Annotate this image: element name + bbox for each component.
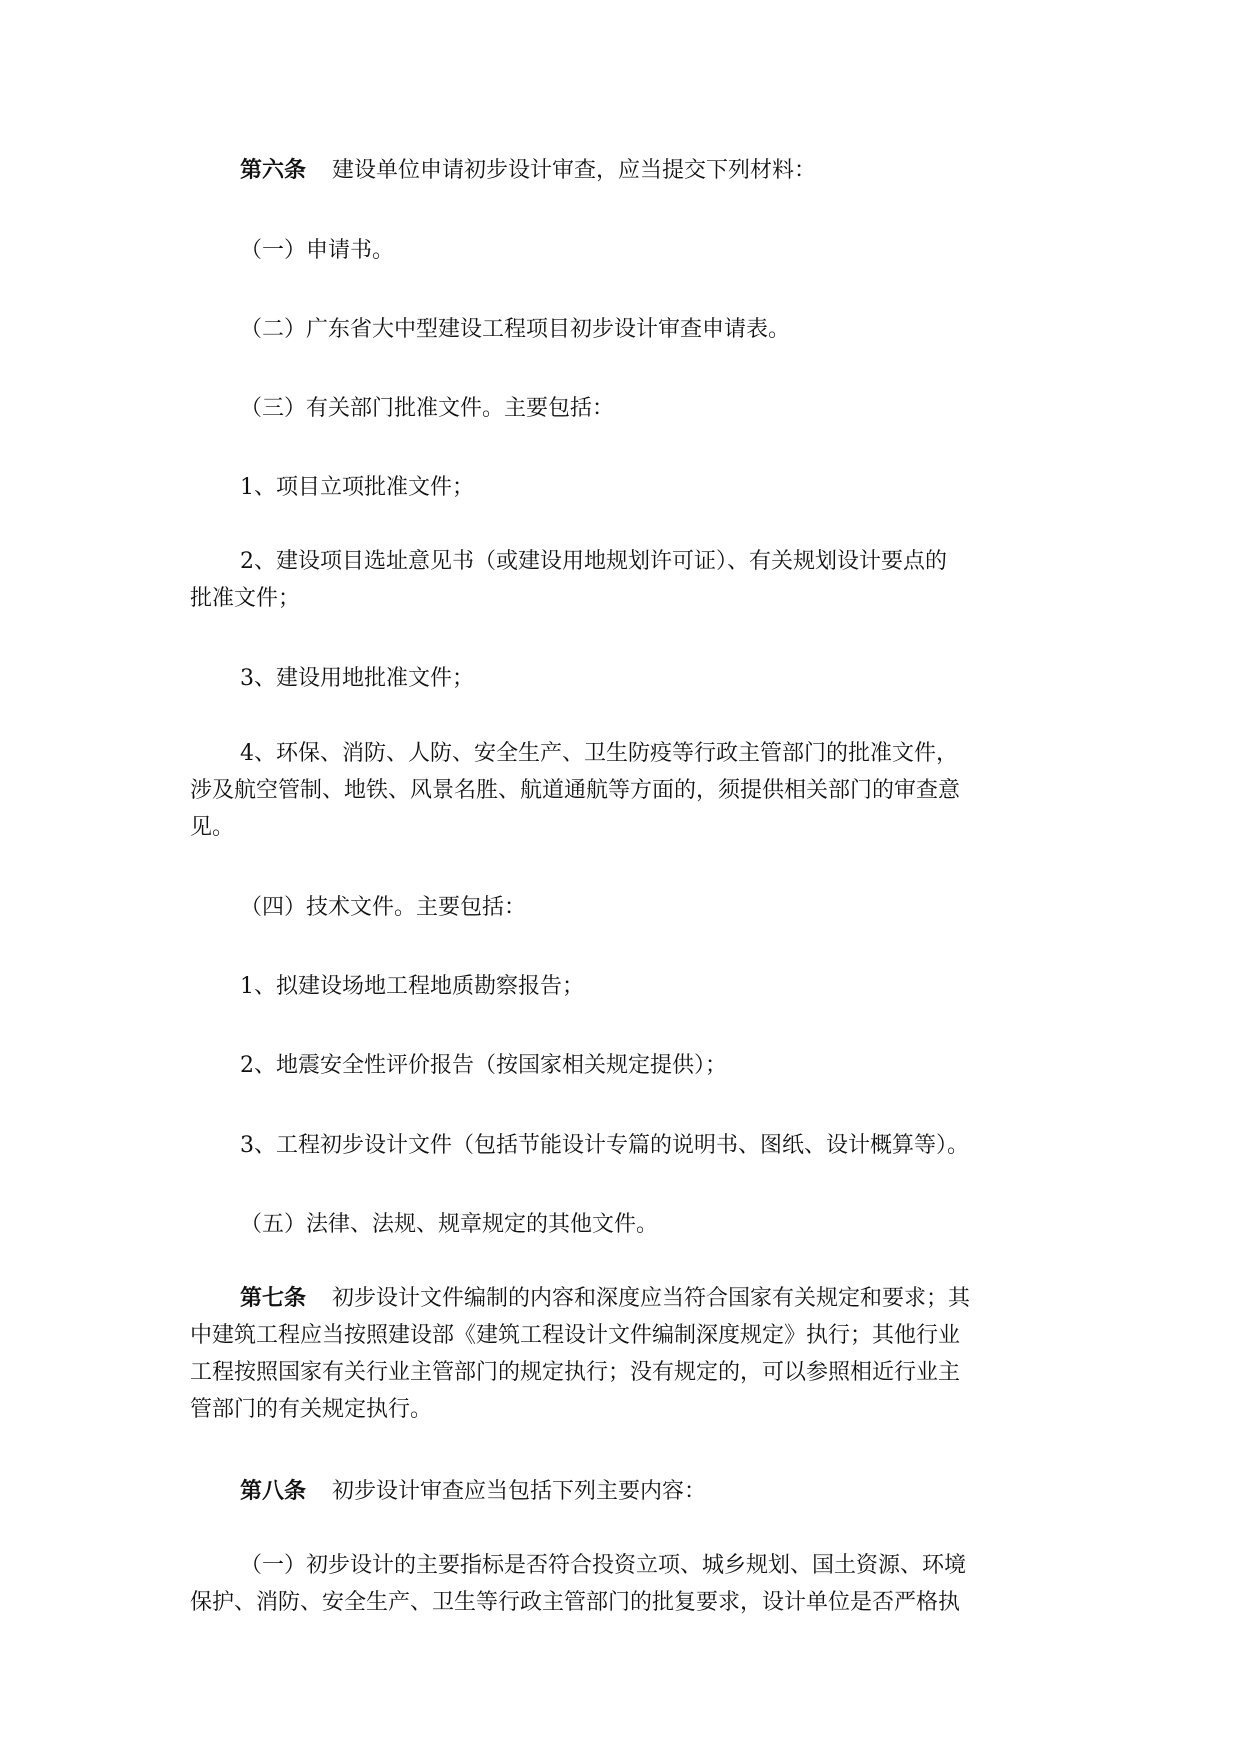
article-7-label: 第七条	[240, 1285, 307, 1311]
item-3-sub-2-line-1: 2、建设项目选址意见书（或建设用地规划许可证）、有关规划设计要点的	[240, 549, 947, 574]
item-4-sub-2: 2、地震安全性评价报告（按国家相关规定提供）；	[240, 1053, 727, 1078]
article-8-heading	[240, 1473, 1110, 1510]
article-6-heading	[240, 152, 1110, 189]
article-7-line-4: 管部门的有关规定执行。	[190, 1397, 433, 1422]
item-3-sub-2	[190, 543, 1060, 617]
article-6-text: 建设单位申请初步设计审查，应当提交下列材料：	[332, 158, 817, 183]
article-6-item-2: （二）广东省大中型建设工程项目初步设计审查申请表。	[240, 317, 791, 342]
article-8-item-1-line-1: （一）初步设计的主要指标是否符合投资立项、城乡规划、国土资源、环境	[240, 1553, 967, 1578]
item-3-sub-4	[190, 735, 1060, 846]
article-8-label: 第八条	[240, 1478, 307, 1504]
article-6-item-5: （五）法律、法规、规章规定的其他文件。	[240, 1212, 659, 1237]
article-8-item-1	[190, 1547, 1060, 1621]
article-7-line-3: 工程按照国家有关行业主管部门的规定执行；没有规定的，可以参照相近行业主	[190, 1360, 961, 1385]
article-7-line-1	[190, 1280, 1060, 1317]
item-4-sub-1: 1、拟建设场地工程地质勘察报告；	[240, 974, 584, 999]
item-3-sub-4-line-3: 见。	[190, 815, 235, 840]
article-8-item-1-line-2: 保护、消防、安全生产、卫生等行政主管部门的批复要求，设计单位是否严格执	[190, 1590, 961, 1615]
article-7-line-1-text: 初步设计文件编制的内容和深度应当符合国家有关规定和要求；其	[332, 1286, 971, 1311]
item-3-sub-3: 3、建设用地批准文件；	[240, 666, 474, 691]
item-3-sub-4-line-1: 4、环保、消防、人防、安全生产、卫生防疫等行政主管部门的批准文件，	[240, 741, 958, 766]
article-6-item-3: （三）有关部门批准文件。主要包括：	[240, 396, 615, 421]
article-6-item-1: （一）申请书。	[240, 238, 395, 263]
article-6-label: 第六条	[240, 157, 307, 183]
article-6-item-4: （四）技术文件。主要包括：	[240, 895, 527, 920]
article-8-text: 初步设计审查应当包括下列主要内容：	[332, 1479, 707, 1504]
item-4-sub-3: 3、工程初步设计文件（包括节能设计专篇的说明书、图纸、设计概算等）。	[240, 1133, 969, 1158]
item-3-sub-2-line-2: 批准文件；	[190, 586, 301, 611]
article-7-line-2: 中建筑工程应当按照建设部《建筑工程设计文件编制深度规定》执行；其他行业	[190, 1323, 961, 1348]
item-3-sub-4-line-2: 涉及航空管制、地铁、风景名胜、航道通航等方面的，须提供相关部门的审查意	[190, 778, 961, 803]
item-3-sub-1: 1、项目立项批准文件；	[240, 475, 474, 500]
article-7	[190, 1280, 1060, 1428]
